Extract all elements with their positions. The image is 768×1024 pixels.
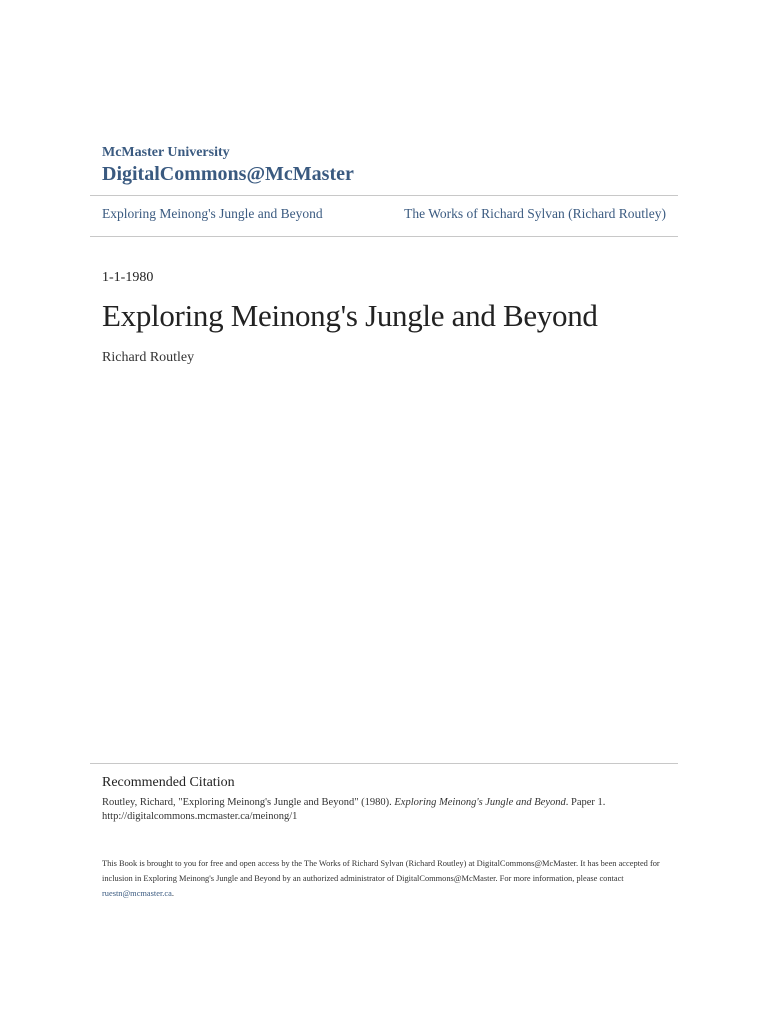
citation-heading: Recommended Citation xyxy=(102,775,235,790)
citation-suffix: . Paper 1. xyxy=(565,797,606,808)
citation-url[interactable]: http://digitalcommons.mcmaster.ca/meinong/1 xyxy=(102,811,298,822)
publication-date: 1-1-1980 xyxy=(102,270,154,285)
series-link[interactable]: The Works of Richard Sylvan (Richard Routley) xyxy=(404,206,666,221)
contact-email-link[interactable]: ruestn@mcmaster.ca xyxy=(102,889,172,898)
citation-text xyxy=(102,796,668,824)
nav-divider xyxy=(90,236,678,237)
repository-name[interactable]: DigitalCommons@McMaster xyxy=(102,163,354,185)
notice-end: . xyxy=(171,889,174,898)
collection-nav xyxy=(102,206,666,222)
institution-name: McMaster University xyxy=(102,145,230,160)
citation-divider xyxy=(90,763,678,764)
collection-link[interactable]: Exploring Meinong's Jungle and Beyond xyxy=(102,206,323,221)
citation-prefix: Routley, Richard, "Exploring Meinong's Jungle and Beyond" (1980). xyxy=(102,797,395,808)
document-title: Exploring Meinong's Jungle and Beyond xyxy=(102,298,598,333)
citation-series: Exploring Meinong's Jungle and Beyond xyxy=(394,797,566,808)
notice-text: This Book is brought to you for free and open access by the The Works of Richard Sylvan (Richard Routley) at DigitalCommons@McMaster. It has been accepted for inclusion in Exploring Meinong's Jungle and Beyond by an authorized administrator of DigitalCommons@McMaster. For more information, please contact xyxy=(102,859,660,883)
document-author[interactable]: Richard Routley xyxy=(102,350,195,365)
repository-header xyxy=(102,145,354,186)
top-divider xyxy=(90,195,678,196)
access-notice xyxy=(102,856,668,901)
